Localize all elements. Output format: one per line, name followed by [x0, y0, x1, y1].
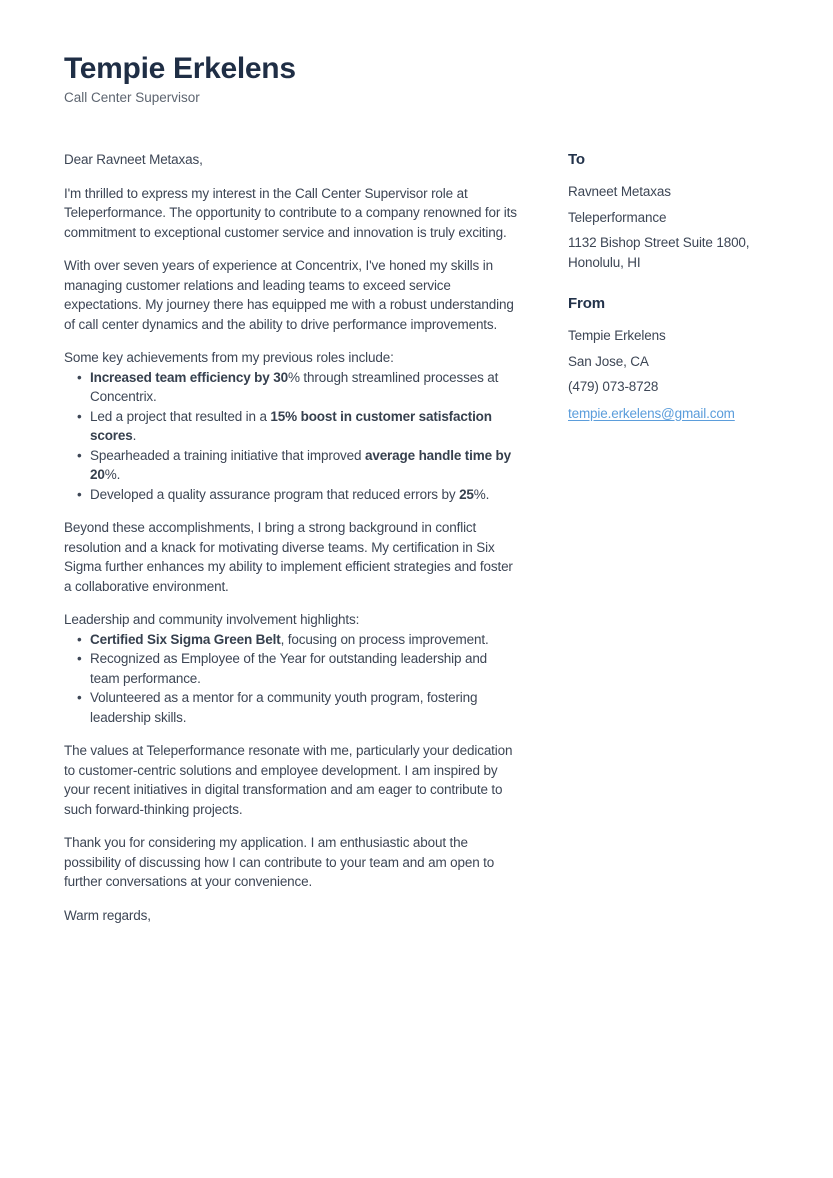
letter-paragraph	[64, 741, 520, 819]
contact-sidebar	[568, 150, 770, 939]
bullet-item	[64, 446, 520, 485]
text-run: Volunteered as a mentor for a community youth program, fostering leadership skills.	[90, 690, 478, 725]
text-run: Led a project that resulted in a	[90, 408, 271, 424]
text-run: Thank you for considering my application. I am enthusiastic about the possibility of discussing how I can contribute to your team and am open to further conversations at your convenience.	[64, 835, 495, 889]
bold-text-run: 15% boost in customer satisfaction scores	[90, 408, 492, 443]
letter-body	[64, 150, 520, 939]
page-header	[64, 52, 770, 106]
bold-text-run: Certified Six Sigma Green Belt	[90, 631, 281, 647]
from-heading: From	[568, 295, 605, 312]
content-columns	[64, 150, 770, 939]
contact-line: 1132 Bishop Street Suite 1800, Honolulu, HI	[568, 235, 750, 270]
bullet-list	[64, 630, 520, 728]
contact-line: Teleperformance	[568, 209, 667, 225]
bold-text-run: Increased team efficiency by 30	[90, 369, 288, 385]
job-title-subtitle: Call Center Supervisor	[64, 90, 200, 105]
bullet-item	[64, 368, 520, 407]
to-heading: To	[568, 151, 585, 168]
bullet-item	[64, 630, 520, 650]
text-run: %.	[473, 486, 490, 502]
sender-section	[568, 294, 770, 423]
text-run: I'm thrilled to express my interest in the Call Center Supervisor role at Teleperformance. The opportunity to contribute to a company renowned for its commitment to exceptional customer service and innovation is truly exciting.	[64, 185, 517, 240]
text-run: %.	[104, 467, 121, 482]
text-run: , focusing on process improvement.	[280, 631, 489, 647]
bullet-item	[64, 688, 520, 727]
contact-line: Tempie Erkelens	[568, 328, 666, 343]
contact-line: San Jose, CA	[568, 353, 649, 369]
page-title: Tempie Erkelens	[64, 52, 296, 85]
letter-paragraph	[64, 833, 520, 892]
text-run: Beyond these accomplishments, I bring a strong background in conflict resolution and a knack for motivating diverse teams. My certification in Six Sigma further enhances my ability to implement efficient strategies and foster a collaborative environment.	[64, 520, 513, 594]
bullet-item	[64, 649, 520, 688]
letter-paragraph	[64, 184, 520, 243]
text-run: Dear Ravneet Metaxas,	[64, 152, 203, 167]
recipient-section	[568, 150, 770, 272]
letter-paragraph	[64, 256, 520, 334]
email-link[interactable]: tempie.erkelens@gmail.com	[568, 405, 735, 421]
text-run: Warm regards,	[64, 907, 151, 923]
bold-text-run: 25	[459, 486, 474, 502]
text-run: % through streamlined processes at Concentrix.	[90, 369, 499, 404]
bullet-item	[64, 485, 520, 505]
text-run: Developed a quality assurance program that reduced errors by	[90, 486, 460, 502]
text-run: Spearheaded a training initiative that improved	[90, 447, 365, 463]
bullet-list	[64, 368, 520, 505]
list-intro: Leadership and community involvement highlights:	[64, 612, 360, 627]
letter-paragraph	[64, 906, 520, 926]
letter-paragraph	[64, 518, 520, 596]
text-run: With over seven years of experience at Concentrix, I've honed my skills in managing customer relations and leading teams to exceed service expectations. My journey there has equipped me with a robust understanding of call center dynamics and the ability to drive performance improvements.	[64, 258, 514, 332]
text-run: .	[132, 428, 137, 443]
bullet-item	[64, 407, 520, 446]
contact-line: Ravneet Metaxas	[568, 184, 671, 199]
text-run: Recognized as Employee of the Year for outstanding leadership and team performance.	[90, 651, 488, 686]
bold-text-run: average handle time by 20	[90, 447, 511, 482]
list-intro: Some key achievements from my previous roles include:	[64, 350, 394, 365]
sender-lines	[568, 326, 770, 397]
text-run: The values at Teleperformance resonate with me, particularly your dedication to customer-centric solutions and employee development. I am inspired by your recent initiatives in digital transformation and am eager to contribute to such forward-thinking projects.	[64, 743, 513, 817]
letter-paragraph	[64, 150, 520, 170]
contact-line: (479) 073-8728	[568, 379, 659, 394]
recipient-lines	[568, 182, 770, 272]
